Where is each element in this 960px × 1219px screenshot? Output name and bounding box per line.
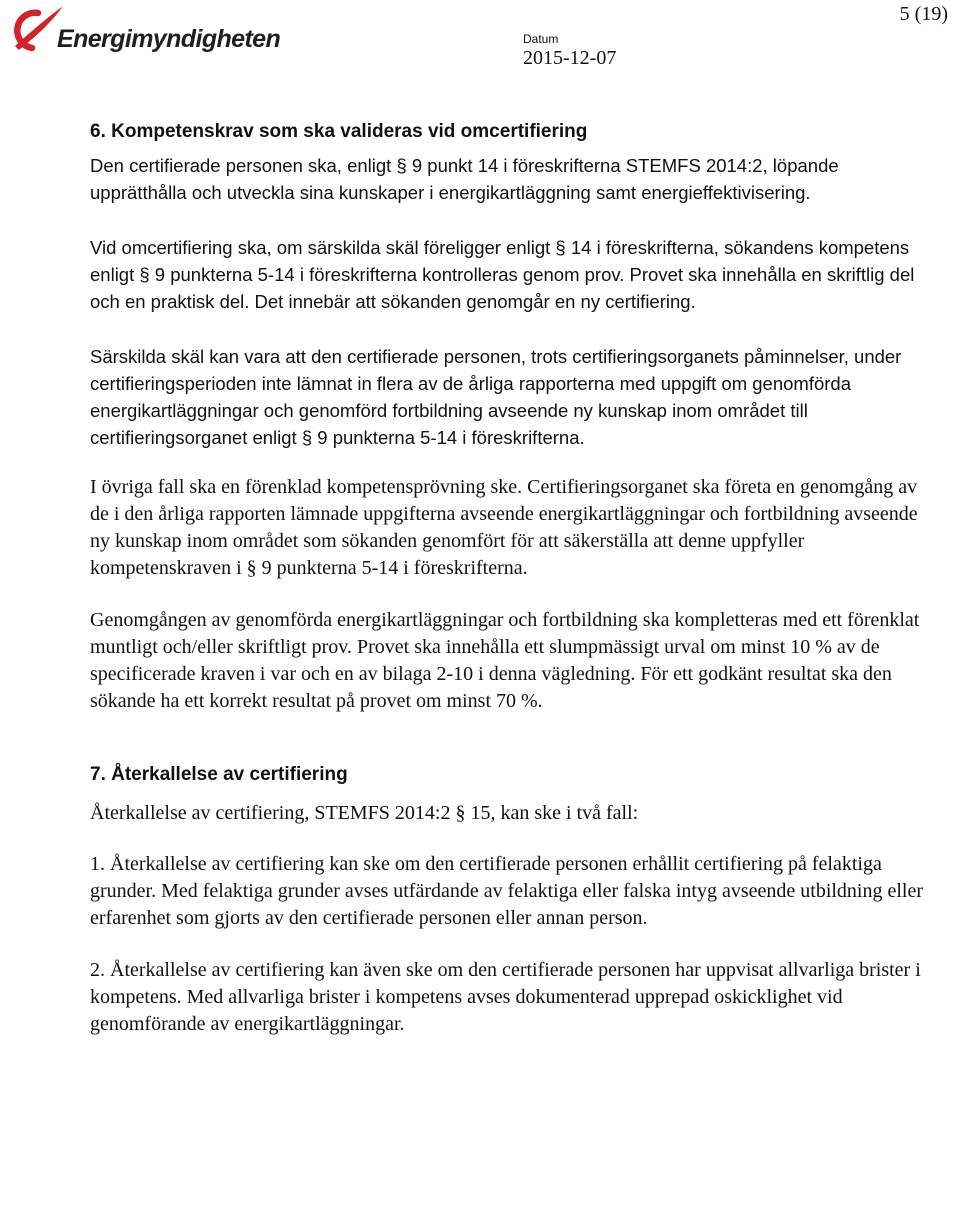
section-6-paragraph-1: Den certifierade personen ska, enligt § 9 punkt 14 i föreskrifterna STEMFS 2014:2, löpande upprätthålla och utveckla sina kunskaper i energikartläggning samt energieffektivisering. (90, 155, 839, 203)
energimyndigheten-logo (7, 4, 281, 60)
section-7-intro: Återkallelse av certifiering, STEMFS 2014:2 § 15, kan ske i två fall: (90, 802, 639, 824)
section-6-heading: 6. Kompetenskrav som ska valideras vid omcertifiering (90, 121, 588, 142)
date-value: 2015-12-07 (523, 47, 617, 69)
section-7-item-1: 1. Återkallelse av certifiering kan ske om den certifierade personen erhållit certifiering på felaktiga grunder. Med felaktiga grunder avses utfärdande av felaktiga eller falska intyg avseende utbildning eller erfarenhet som gjorts av den certifierade personen eller annan person. (90, 853, 924, 929)
section-7-heading: 7. Återkallelse av certifiering (90, 764, 348, 785)
section-6-paragraph-3: Särskilda skäl kan vara att den certifierade personen, trots certifieringsorganets påminnelser, under certifieringsperioden inte lämnat in flera av de årliga rapporterna med uppgift om genomförda energikartläggningar och genomförd fortbildning avseende ny kunskap inom området till certifieringsorganet enligt § 9 punkterna 5-14 i föreskrifterna. (90, 346, 902, 448)
section-6-paragraph-4: I övriga fall ska en förenklad kompetensprövning ske. Certifieringsorganet ska företa en genomgång av de i den årliga rapporten lämnade uppgifterna avseende energikartläggningar och fortbildning avseende ny kunskap inom området som sökanden genomfört för att säkerställa att denne uppfyller kompetenskraven i § 9 punkterna 5-14 i föreskrifterna. (90, 476, 918, 579)
date-label: Datum (523, 32, 559, 46)
date-block (523, 32, 616, 70)
document-body (90, 118, 940, 1038)
page-number: 5 (19) (899, 3, 948, 25)
section-6-paragraph-5: Genomgången av genomförda energikartläggningar och fortbildning ska kompletteras med ett förenklat muntligt och/eller skriftligt prov. Provet ska innehålla ett slumpmässigt urval om minst 10 % av de specificerade kraven i var och en av bilaga 2-10 i denna vägledning. För ett godkänt resultat ska den sökande ha ett korrekt resultat på provet om minst 70 %. (90, 609, 920, 712)
section-6-paragraph-2: Vid omcertifiering ska, om särskilda skäl föreligger enligt § 14 i föreskrifterna, sökandens kompetens enligt § 9 punkterna 5-14 i föreskrifterna kontrolleras genom prov. Provet ska innehålla en skriftlig del och en praktisk del. Det innebär att sökanden genomgår en ny certifiering. (90, 237, 915, 312)
logo-text: Energimyndigheten (57, 25, 281, 53)
section-7-item-2: 2. Återkallelse av certifiering kan även ske om den certifierade personen har uppvisat allvarliga brister i kompetens. Med allvarliga brister i kompetens avses dokumenterad upprepad oskicklighet vid genomförande av energikartläggningar. (90, 959, 921, 1035)
